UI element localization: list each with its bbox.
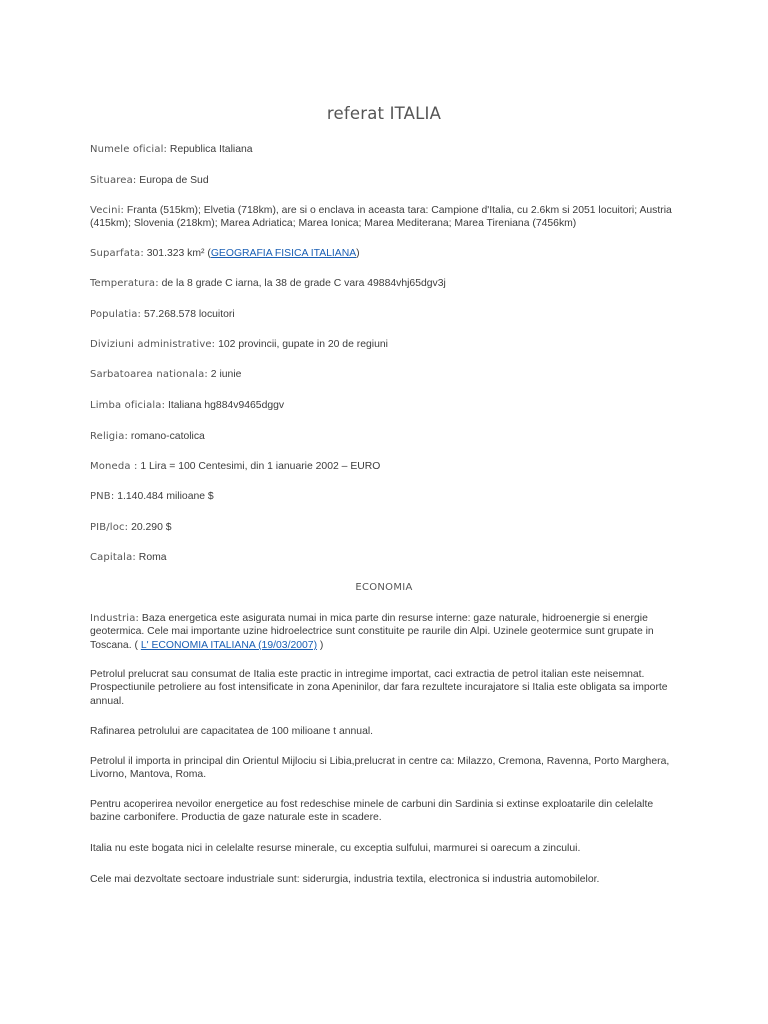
fact-gnp bbox=[90, 490, 680, 503]
document-title: referat ITALIA bbox=[326, 104, 442, 123]
fact-value: romano-catolica bbox=[128, 431, 205, 442]
fact-capital bbox=[90, 551, 680, 564]
fact-label: Temperatura: bbox=[90, 278, 159, 289]
fact-value: Franta (515km); Elvetia (718km), are si o enclava in aceasta tara: Campione d'Italia, cu 2.6km si 2051 locuitori; Austria (415km); Slovenia (218km); Marea Adriatica; Marea Ionica; Marea Mediterana; Marea Tireniana (7456km) bbox=[90, 205, 672, 230]
fact-label: Numele oficial: bbox=[90, 144, 168, 155]
fact-label: Sarbatoarea nationala: bbox=[90, 369, 208, 380]
fact-label: Capitala: bbox=[90, 552, 136, 563]
fact-value-tail: ) bbox=[356, 248, 360, 259]
fact-value: 1.140.484 milioane $ bbox=[114, 491, 214, 502]
fact-gdp-per-capita bbox=[90, 521, 680, 534]
fact-label: Vecini: bbox=[90, 205, 125, 216]
fact-surface bbox=[90, 247, 680, 260]
fact-label: Suparfata: bbox=[90, 248, 144, 259]
economy-paragraph: Italia nu este bogata nici in celelalte resurse minerale, cu exceptia sulfului, marmurei si oarecum a zincului. bbox=[90, 843, 581, 854]
economy-paragraph: Cele mai dezvoltate sectoare industriale sunt: siderurgia, industria textila, electronica si industria automobilelor. bbox=[90, 874, 600, 885]
economy-industry-paragraph bbox=[90, 612, 680, 652]
fact-admin-divisions bbox=[90, 338, 680, 351]
fact-national-day bbox=[90, 368, 680, 381]
economy-paragraph: Petrolul il importa in principal din Orientul Mijlociu si Libia,prelucrat in centre ca: Milazzo, Cremona, Ravenna, Porto Marghera, Livorno, Mantova, Roma. bbox=[90, 756, 670, 781]
fact-value: Republica Italiana bbox=[167, 144, 253, 155]
fact-label: Populatia: bbox=[90, 309, 142, 320]
fact-value: 2 iunie bbox=[207, 369, 242, 380]
fact-label: PIB/loc: bbox=[90, 522, 129, 533]
economy-heading: ECONOMIA bbox=[355, 582, 413, 593]
fact-neighbors bbox=[90, 204, 680, 231]
geografia-link[interactable]: GEOGRAFIA FISICA ITALIANA bbox=[210, 248, 357, 259]
fact-label: Situarea: bbox=[90, 175, 137, 186]
fact-value: 20.290 $ bbox=[128, 522, 172, 533]
fact-temperature bbox=[90, 277, 680, 290]
fact-religion bbox=[90, 430, 680, 443]
fact-value: 301.323 km² ( bbox=[143, 248, 211, 259]
industry-text: Baza energetica este asigurata numai in mica parte din resurse interne: gaze naturale, hidroenergie si energie geotermica. Cele mai importante uzine hidroelectrice sunt constituite pe raurile din Alpi. Uzinele geotermice sunt grupate in Toscana. ( bbox=[90, 613, 654, 651]
fact-label: PNB: bbox=[90, 491, 115, 502]
fact-location bbox=[90, 174, 680, 187]
economy-paragraph: Petrolul prelucrat sau consumat de Italia este practic in intregime importat, caci extractia de petrol italian este neisemnat. Prospectiunile petroliere au fost intensificate in zona Apeninilor, dar fara rezultete incurajatore si Italia este obligata sa importe annual. bbox=[90, 669, 668, 707]
fact-official-language bbox=[90, 399, 680, 412]
economy-paragraph: Pentru acoperirea nevoilor energetice au fost redeschise minele de carbuni din Sardinia si extinse exploatarile din celelalte bazine carbonifere. Productia de gaze naturale este in scadere. bbox=[90, 799, 654, 824]
fact-value: 1 Lira = 100 Centesimi, din 1 ianuarie 2002 – EURO bbox=[137, 461, 381, 472]
fact-label: Limba oficiala: bbox=[90, 400, 166, 411]
fact-label: Religia: bbox=[90, 431, 129, 442]
fact-value: 57.268.578 locuitori bbox=[141, 309, 235, 320]
fact-value: Europa de Sud bbox=[136, 175, 209, 186]
industry-text-tail: ) bbox=[317, 639, 324, 651]
fact-value: 102 provincii, gupate in 20 de regiuni bbox=[215, 339, 388, 350]
fact-value: Italiana hg884v9465dggv bbox=[165, 400, 285, 411]
economia-italiana-link[interactable]: L' ECONOMIA ITALIANA (19/03/2007) bbox=[140, 639, 318, 651]
fact-population bbox=[90, 308, 680, 321]
fact-label: Diviziuni administrative: bbox=[90, 339, 216, 350]
economy-paragraph: Rafinarea petrolului are capacitatea de 100 milioane t annual. bbox=[90, 726, 374, 737]
fact-currency bbox=[90, 460, 680, 473]
fact-value: Roma bbox=[135, 552, 167, 563]
fact-value: de la 8 grade C iarna, la 38 de grade C vara 49884vhj65dgv3j bbox=[158, 278, 446, 289]
fact-official-name bbox=[90, 143, 680, 156]
industry-label: Industria: bbox=[90, 613, 139, 624]
fact-label: Moneda : bbox=[90, 461, 138, 472]
